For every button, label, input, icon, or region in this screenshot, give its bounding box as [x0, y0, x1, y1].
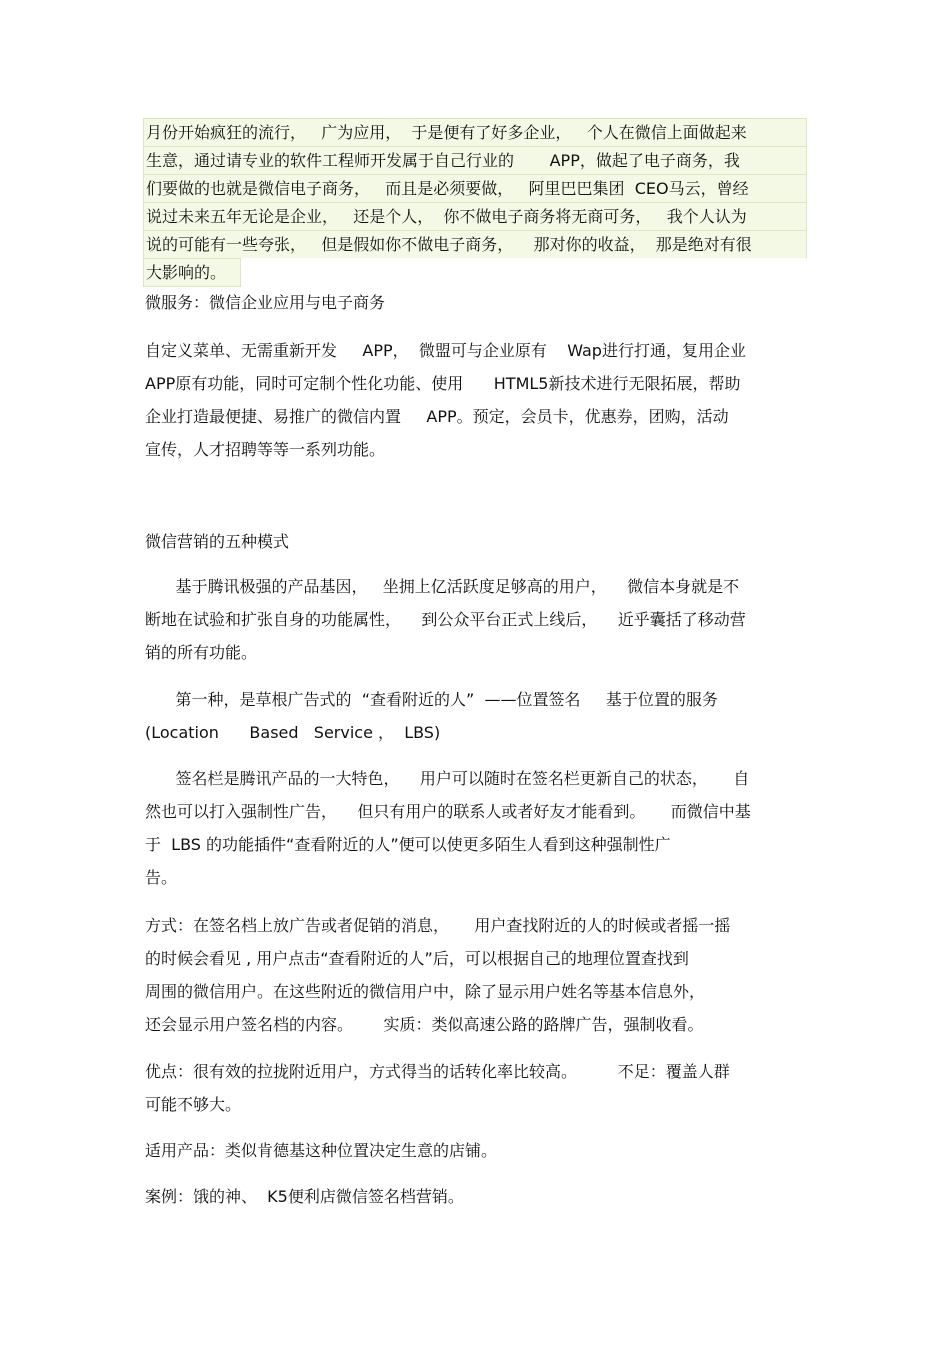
applicable-product-paragraph: [145, 1134, 815, 1167]
text-line: 然也可以打入强制性广告， 但只有用户的联系人或者好友才能看到。 而微信中基: [145, 802, 751, 821]
text-line: 案例：饿的神、 K5便利店微信签名档营销。: [145, 1187, 464, 1206]
pros-cons-paragraph: [145, 1055, 815, 1121]
text-line: 周围的微信用户。在这些附近的微信用户中，除了显示用户姓名等基本信息外，: [145, 982, 706, 1001]
text-line: 销的所有功能。: [145, 643, 258, 662]
text-line: 第一种，是草根广告式的 “查看附近的人” ——位置签名 基于位置的服务: [145, 690, 718, 709]
five-modes-intro-paragraph: [145, 570, 815, 669]
mode-one-paragraph: [145, 683, 815, 749]
intro-highlighted-paragraph: [143, 118, 807, 287]
text-line: 签名栏是腾讯产品的一大特色， 用户可以随时在签名栏更新自己的状态， 自: [145, 769, 750, 788]
text-line: 企业打造最便捷、易推广的微信内置 APP。预定，会员卡，优惠券，团购，活动: [145, 407, 729, 426]
text-line: 的时候会看见 , 用户点击“查看附近的人”后，可以根据自己的地理位置查找到: [145, 949, 689, 968]
text-line: 适用产品：类似肯德基这种位置决定生意的店铺。: [145, 1141, 498, 1160]
section-heading-five-modes: 微信营销的五种模式: [145, 532, 290, 551]
method-paragraph: [145, 909, 815, 1041]
text-line: 说的可能有一些夸张， 但是假如你不做电子商务， 那对你的收益， 那是绝对有很: [143, 230, 807, 258]
text-line: 自定义菜单、无需重新开发 APP， 微盟可与企业原有 Wap进行打通，复用企业: [145, 341, 746, 360]
text-line: APP原有功能，同时可定制个性化功能、使用 HTML5新技术进行无限拓展，帮助: [145, 374, 741, 393]
text-line: 基于腾讯极强的产品基因， 坐拥上亿活跃度足够高的用户， 微信本身就是不: [145, 577, 740, 596]
text-line: 说过未来五年无论是企业， 还是个人， 你不做电子商务将无商可务， 我个人认为: [143, 202, 807, 230]
text-line: 方式：在签名档上放广告或者促销的消息， 用户查找附近的人的时候或者摇一摇: [145, 916, 731, 935]
text-line: 告。: [145, 868, 178, 887]
text-line: 可能不够大。: [145, 1095, 242, 1114]
micro-service-paragraph: [145, 334, 815, 466]
text-line: 还会显示用户签名档的内容。 实质：类似高速公路的路牌广告，强制收看。: [145, 1015, 704, 1034]
signature-paragraph: [145, 762, 815, 894]
text-line: 断地在试验和扩张自身的功能属性， 到公众平台正式上线后， 近乎囊括了移动营: [145, 610, 746, 629]
text-line: 月份开始疯狂的流行， 广为应用， 于是便有了好多企业， 个人在微信上面做起来: [143, 118, 807, 146]
text-line: 于 LBS 的功能插件“查看附近的人”便可以使更多陌生人看到这种强制性广: [145, 835, 671, 854]
section-heading-micro-service: 微服务：微信企业应用与电子商务: [145, 293, 386, 312]
text-line: (Location Based Service ， LBS): [145, 723, 441, 742]
case-paragraph: [145, 1180, 815, 1213]
text-line: 宣传，人才招聘等等一系列功能。: [145, 440, 386, 459]
text-line: 大影响的。: [143, 258, 241, 287]
text-line: 优点：很有效的拉拢附近用户，方式得当的话转化率比较高。 不足：覆盖人群: [145, 1062, 730, 1081]
text-line: 生意，通过请专业的软件工程师开发属于自己行业的 APP，做起了电子商务，我: [143, 146, 807, 174]
text-line: 们要做的也就是微信电子商务， 而且是必须要做， 阿里巴巴集团 CEO马云，曾经: [143, 174, 807, 202]
